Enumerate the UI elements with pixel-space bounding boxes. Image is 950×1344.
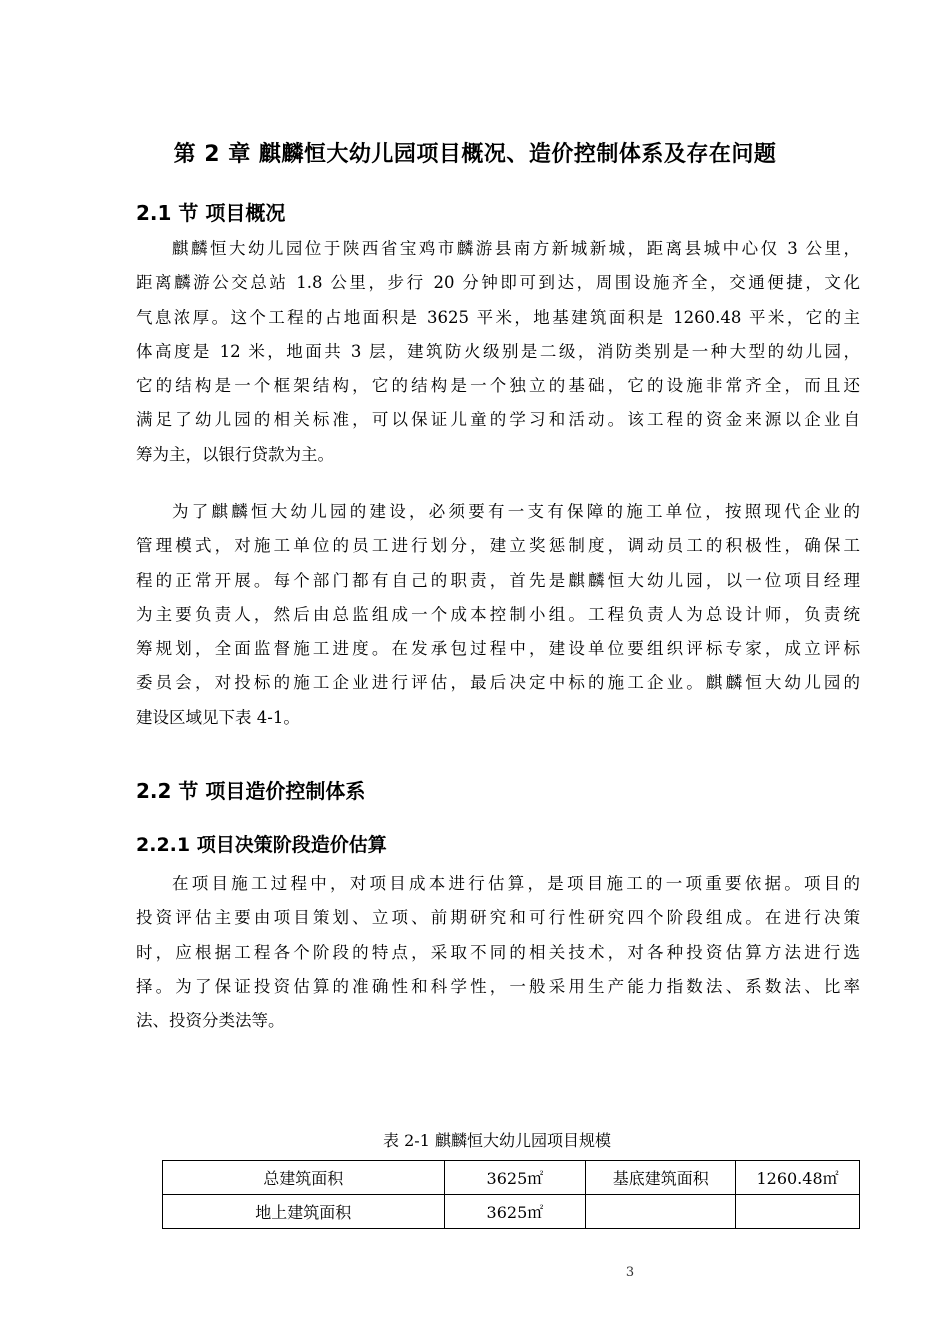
- table-row: [163, 1161, 860, 1195]
- text-line: 筹规划，全面监督施工进度。在发承包过程中，建设单位要组织评标专家，成立评标: [136, 639, 860, 659]
- paragraph-decision-stage-estimate: [136, 867, 860, 1038]
- text-line: 法、投资分类法等。: [136, 1011, 285, 1031]
- page-number: 3: [625, 1265, 635, 1280]
- text-line: 为主要负责人，然后由总监组成一个成本控制小组。工程负责人为总设计师，负责统: [136, 604, 860, 624]
- text-line: 距离麟游公交总站 1.8 公里，步行 20 分钟即可到达，周围设施齐全，交通便捷，文化: [136, 273, 860, 293]
- text-line: 麒麟恒大幼儿园位于陕西省宝鸡市麟游县南方新城新城，距离县城中心仅 3 公里，: [172, 239, 860, 258]
- table-cell: 总建筑面积: [163, 1161, 445, 1195]
- table-cell: [586, 1195, 736, 1229]
- text-line: 体高度是 12 米，地面共 3 层，建筑防火级别是二级，消防类别是一种大型的幼儿园，: [136, 341, 860, 361]
- text-line: 程的正常开展。每个部门都有自己的职责，首先是麒麟恒大幼儿园，以一位项目经理: [136, 570, 860, 590]
- text-line: 在项目施工过程中，对项目成本进行估算，是项目施工的一项重要依据。项目的: [172, 874, 860, 893]
- text-line: 管理模式，对施工单位的员工进行划分，建立奖惩制度，调动员工的积极性，确保工: [136, 536, 860, 556]
- table-caption: 表 2-1 麒麟恒大幼儿园项目规模: [383, 1131, 611, 1150]
- text-line: 满足了幼儿园的相关标准，可以保证儿童的学习和活动。该工程的资金来源以企业自: [136, 410, 860, 430]
- table-row: [163, 1195, 860, 1229]
- text-line: 建设区域见下表 4-1。: [136, 707, 300, 727]
- table-cell: [736, 1195, 860, 1229]
- text-line: 时，应根据工程各个阶段的特点，采取不同的相关技术，对各种投资估算方法进行选: [136, 942, 860, 962]
- table-cell: 基底建筑面积: [586, 1161, 736, 1195]
- table-cell: 地上建筑面积: [163, 1195, 445, 1229]
- section-heading-2-1: 2.1 节 项目概况: [136, 201, 286, 225]
- text-line: 投资评估主要由项目策划、立项、前期研究和可行性研究四个阶段组成。在进行决策: [136, 908, 860, 928]
- text-line: 筹为主，以银行贷款为主。: [136, 444, 334, 464]
- paragraph-construction-management: [136, 495, 860, 735]
- chapter-title: 第 2 章 麒麟恒大幼儿园项目概况、造价控制体系及存在问题: [173, 142, 777, 167]
- text-line: 为了麒麟恒大幼儿园的建设，必须要有一支有保障的施工单位，按照现代企业的: [172, 502, 860, 521]
- text-line: 委员会，对投标的施工企业进行评估，最后决定中标的施工企业。麒麟恒大幼儿园的: [136, 673, 860, 693]
- table-cell: 3625㎡: [444, 1161, 586, 1195]
- paragraph-project-overview: [136, 232, 860, 472]
- text-line: 择。为了保证投资估算的准确性和科学性，一般采用生产能力指数法、系数法、比率: [136, 976, 860, 996]
- subsection-heading-2-2-1: 2.2.1 项目决策阶段造价估算: [136, 834, 387, 856]
- table-cell: 3625㎡: [444, 1195, 586, 1229]
- table-cell: 1260.48㎡: [736, 1161, 860, 1195]
- text-line: 它的结构是一个框架结构，它的结构是一个独立的基础，它的设施非常齐全，而且还: [136, 376, 860, 396]
- text-line: 气息浓厚。这个工程的占地面积是 3625 平米，地基建筑面积是 1260.48 平米，它的主: [136, 307, 860, 327]
- section-heading-2-2: 2.2 节 项目造价控制体系: [136, 779, 366, 803]
- project-scale-table: [162, 1160, 860, 1229]
